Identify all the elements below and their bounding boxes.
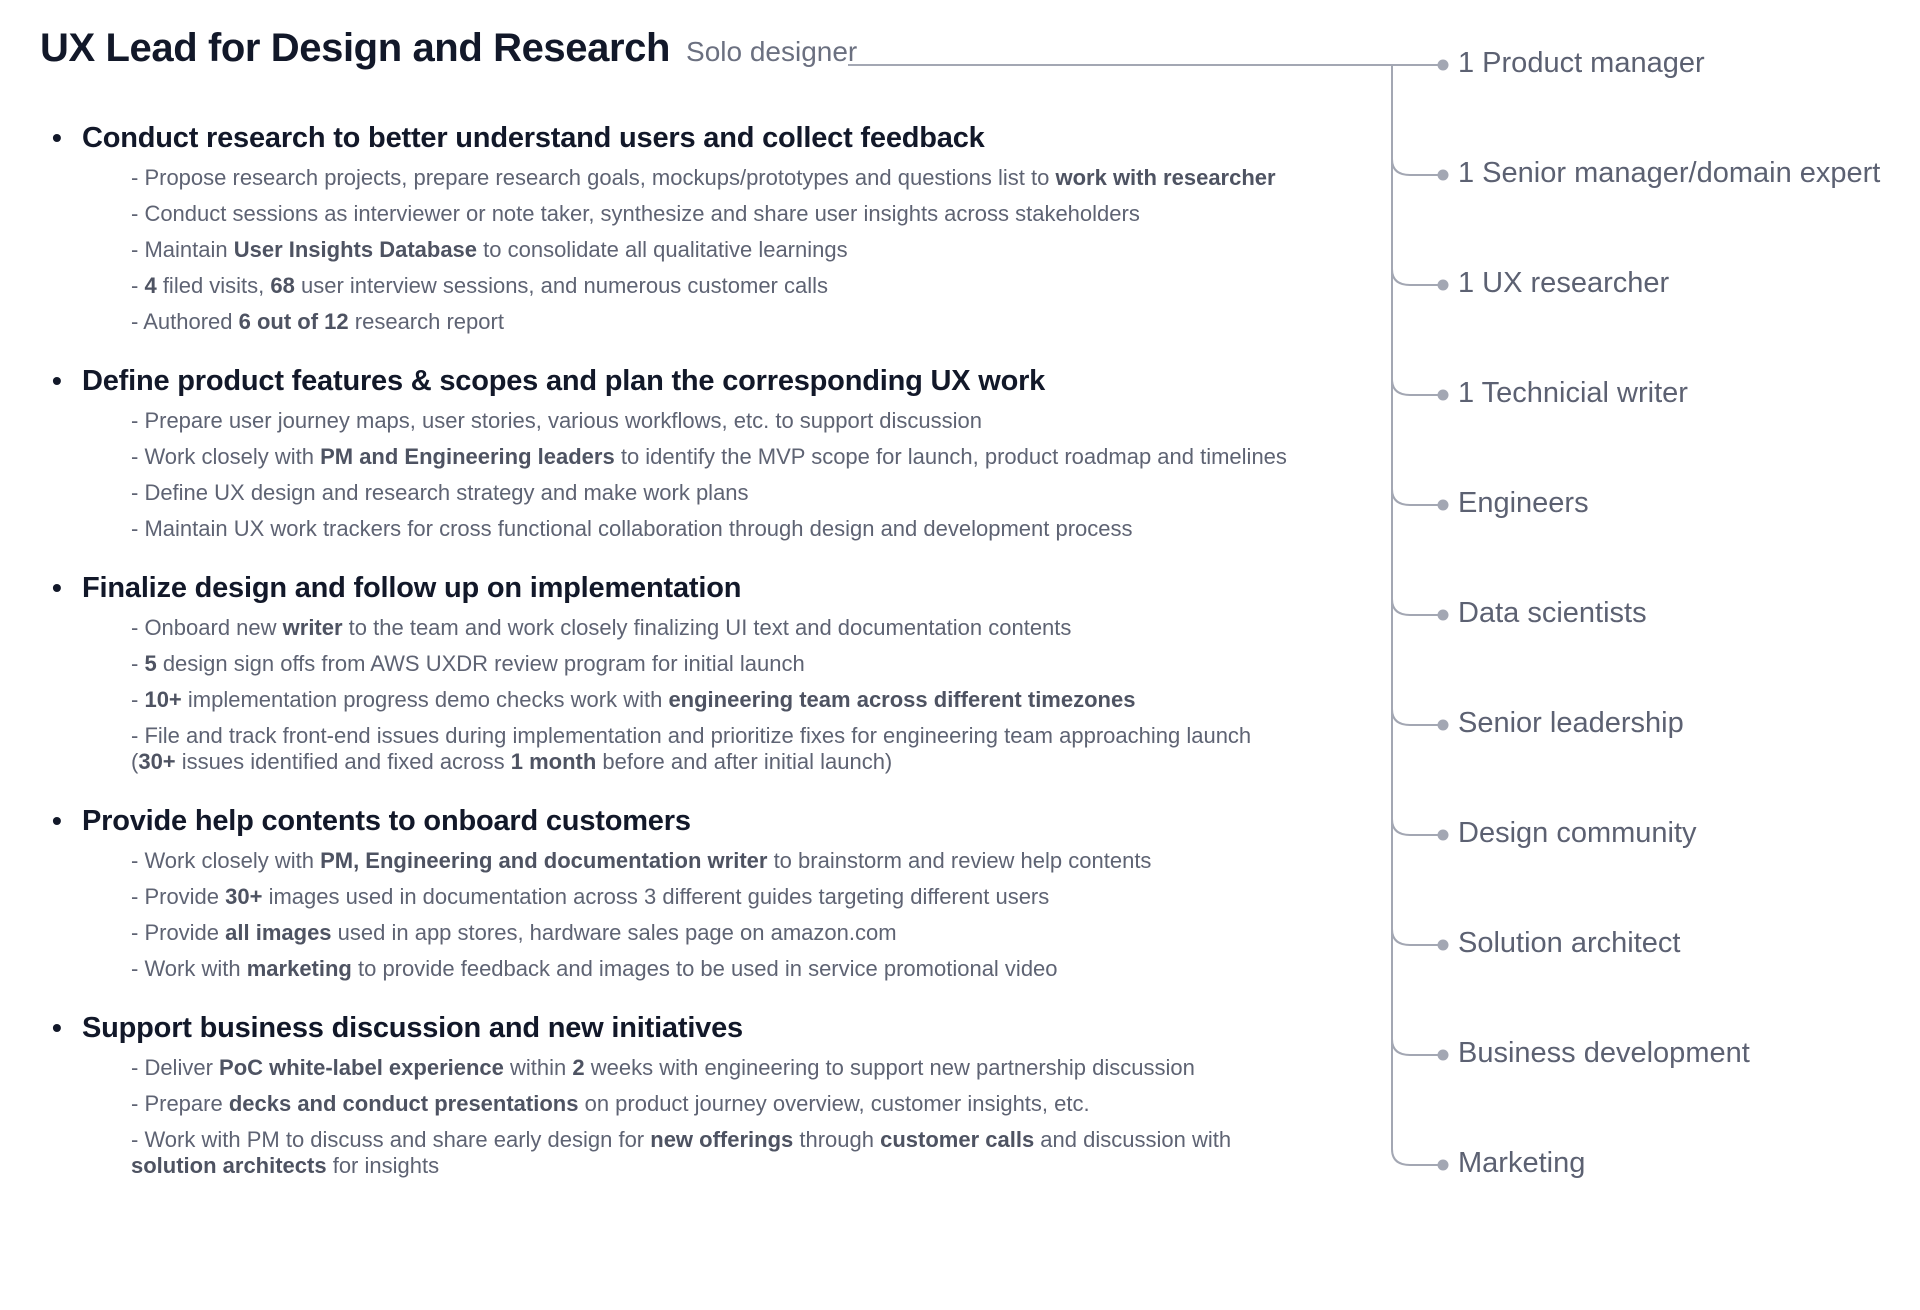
emphasis-text: PM and Engineering leaders <box>320 444 615 469</box>
emphasis-text: writer <box>282 615 343 640</box>
detail-text: weeks with engineering to support new partnership discussion <box>584 1055 1195 1080</box>
section-heading: Support business discussion and new initiatives <box>82 1012 743 1044</box>
team-member: 1 UX researcher <box>1458 267 1670 299</box>
detail-text: - Maintain UX work trackers for cross functional collaboration through design and development process <box>131 516 1133 541</box>
node-dot-icon <box>1438 280 1449 291</box>
detail-text: issues identified and fixed across <box>175 749 511 774</box>
detail-text: - Define UX design and research strategy and make work plans <box>131 480 749 505</box>
emphasis-text: PoC white-label experience <box>219 1055 504 1080</box>
detail-text: on product journey overview, customer insights, etc. <box>578 1091 1090 1116</box>
node-dot-icon <box>1438 1160 1449 1171</box>
detail-text: - <box>131 651 145 676</box>
emphasis-text: new offerings <box>650 1127 794 1152</box>
node-dot-icon <box>1438 1050 1449 1061</box>
detail-text: - Provide <box>131 884 226 909</box>
branch-line <box>1392 1149 1443 1165</box>
page-subtitle: Solo designer <box>686 36 858 67</box>
detail-text: - Provide <box>131 920 226 945</box>
branch-line <box>1392 929 1443 945</box>
node-dot-icon <box>1438 390 1449 401</box>
detail-text: - Maintain <box>131 237 234 262</box>
team-member: Marketing <box>1458 1147 1586 1179</box>
emphasis-text: marketing <box>246 956 352 981</box>
team-member: 1 Senior manager/domain expert <box>1458 157 1881 189</box>
detail-text: - Work with PM to discuss and share early design for <box>131 1127 651 1152</box>
node-dot-icon <box>1438 940 1449 951</box>
team-member: Senior leadership <box>1458 707 1684 739</box>
node-dot-icon <box>1438 170 1449 181</box>
detail-text: - Onboard new <box>131 615 283 640</box>
detail-text: - Work closely with <box>131 848 321 873</box>
bullet-icon: • <box>52 1012 62 1043</box>
branch-line <box>1392 489 1443 505</box>
detail-text: filed visits, <box>156 273 271 298</box>
detail-text: - Work with <box>131 956 247 981</box>
section-heading: Finalize design and follow up on implementation <box>82 572 742 604</box>
node-dot-icon <box>1438 720 1449 731</box>
section-heading: Provide help contents to onboard customers <box>82 805 691 837</box>
detail-text: - File and track front-end issues during implementation and prioritize fixes for engineering team approaching launch ( <box>131 723 1252 774</box>
emphasis-text: 5 <box>144 651 157 676</box>
detail-text: within <box>503 1055 573 1080</box>
bullet-icon: • <box>52 805 62 836</box>
branch-line <box>1392 159 1443 175</box>
detail-text: - <box>131 687 145 712</box>
node-dot-icon <box>1438 60 1449 71</box>
detail-text: through <box>793 1127 881 1152</box>
branch-line <box>1392 819 1443 835</box>
detail-text: - Propose research projects, prepare research goals, mockups/prototypes and questions list to <box>131 165 1056 190</box>
emphasis-text: all images <box>225 920 332 945</box>
detail-text: to provide feedback and images to be used in service promotional video <box>351 956 1058 981</box>
detail-text: to identify the MVP scope for launch, product roadmap and timelines <box>614 444 1287 469</box>
emphasis-text: PM, Engineering and documentation writer <box>320 848 768 873</box>
emphasis-text: 1 month <box>510 749 597 774</box>
detail-text: to the team and work closely finalizing UI text and documentation contents <box>342 615 1072 640</box>
detail-text: used in app stores, hardware sales page on amazon.com <box>331 920 897 945</box>
section-heading: Define product features & scopes and plan the corresponding UX work <box>82 365 1046 397</box>
team-member: Data scientists <box>1458 597 1647 629</box>
detail-text: - Work closely with <box>131 444 321 469</box>
branch-line <box>1392 599 1443 615</box>
team-member: 1 Product manager <box>1458 47 1705 79</box>
team-member: Design community <box>1458 817 1697 849</box>
emphasis-text: 6 out of 12 <box>238 309 349 334</box>
detail-text: and discussion with <box>1034 1127 1232 1152</box>
branch-line <box>1392 379 1443 395</box>
emphasis-text: solution architects <box>131 1153 327 1178</box>
emphasis-text: work with researcher <box>1055 165 1276 190</box>
bullet-icon: • <box>52 572 62 603</box>
team-member: 1 Technicial writer <box>1458 377 1688 409</box>
section-heading: Conduct research to better understand users and collect feedback <box>82 122 985 154</box>
detail-text: images used in documentation across 3 different guides targeting different users <box>262 884 1050 909</box>
node-dot-icon <box>1438 610 1449 621</box>
detail-text: - <box>131 273 145 298</box>
team-member: Solution architect <box>1458 927 1681 959</box>
detail-text: before and after initial launch) <box>596 749 893 774</box>
emphasis-text: engineering team across different timezones <box>668 687 1136 712</box>
detail-text: to brainstorm and review help contents <box>767 848 1152 873</box>
node-dot-icon <box>1438 500 1449 511</box>
branch-line <box>1392 1039 1443 1055</box>
detail-text: - Authored <box>131 309 239 334</box>
emphasis-text: decks and conduct presentations <box>228 1091 579 1116</box>
branch-line <box>1392 269 1443 285</box>
detail-text: - Deliver <box>131 1055 220 1080</box>
emphasis-text: 68 <box>270 273 295 298</box>
bullet-icon: • <box>52 365 62 396</box>
emphasis-text: 2 <box>572 1055 585 1080</box>
emphasis-text: 10+ <box>144 687 182 712</box>
detail-text: user interview sessions, and numerous customer calls <box>294 273 829 298</box>
emphasis-text: 30+ <box>225 884 263 909</box>
detail-text: implementation progress demo checks work with <box>181 687 669 712</box>
bullet-icon: • <box>52 122 62 153</box>
detail-text: - Prepare <box>131 1091 229 1116</box>
detail-text: - Conduct sessions as interviewer or note taker, synthesize and share user insights across stakeholders <box>131 201 1140 226</box>
emphasis-text: 4 <box>144 273 157 298</box>
detail-text: research report <box>348 309 504 334</box>
detail-text: for insights <box>326 1153 440 1178</box>
node-dot-icon <box>1438 830 1449 841</box>
page-title: UX Lead for Design and Research <box>40 26 671 70</box>
emphasis-text: customer calls <box>880 1127 1035 1152</box>
detail-text: - Prepare user journey maps, user stories, various workflows, etc. to support discussion <box>131 408 983 433</box>
detail-text: to consolidate all qualitative learnings <box>477 237 848 262</box>
emphasis-text: 30+ <box>138 749 176 774</box>
branch-line <box>1392 709 1443 725</box>
detail-text: design sign offs from AWS UXDR review program for initial launch <box>156 651 805 676</box>
emphasis-text: User Insights Database <box>233 237 478 262</box>
team-member: Business development <box>1458 1037 1750 1069</box>
team-member: Engineers <box>1458 487 1589 519</box>
